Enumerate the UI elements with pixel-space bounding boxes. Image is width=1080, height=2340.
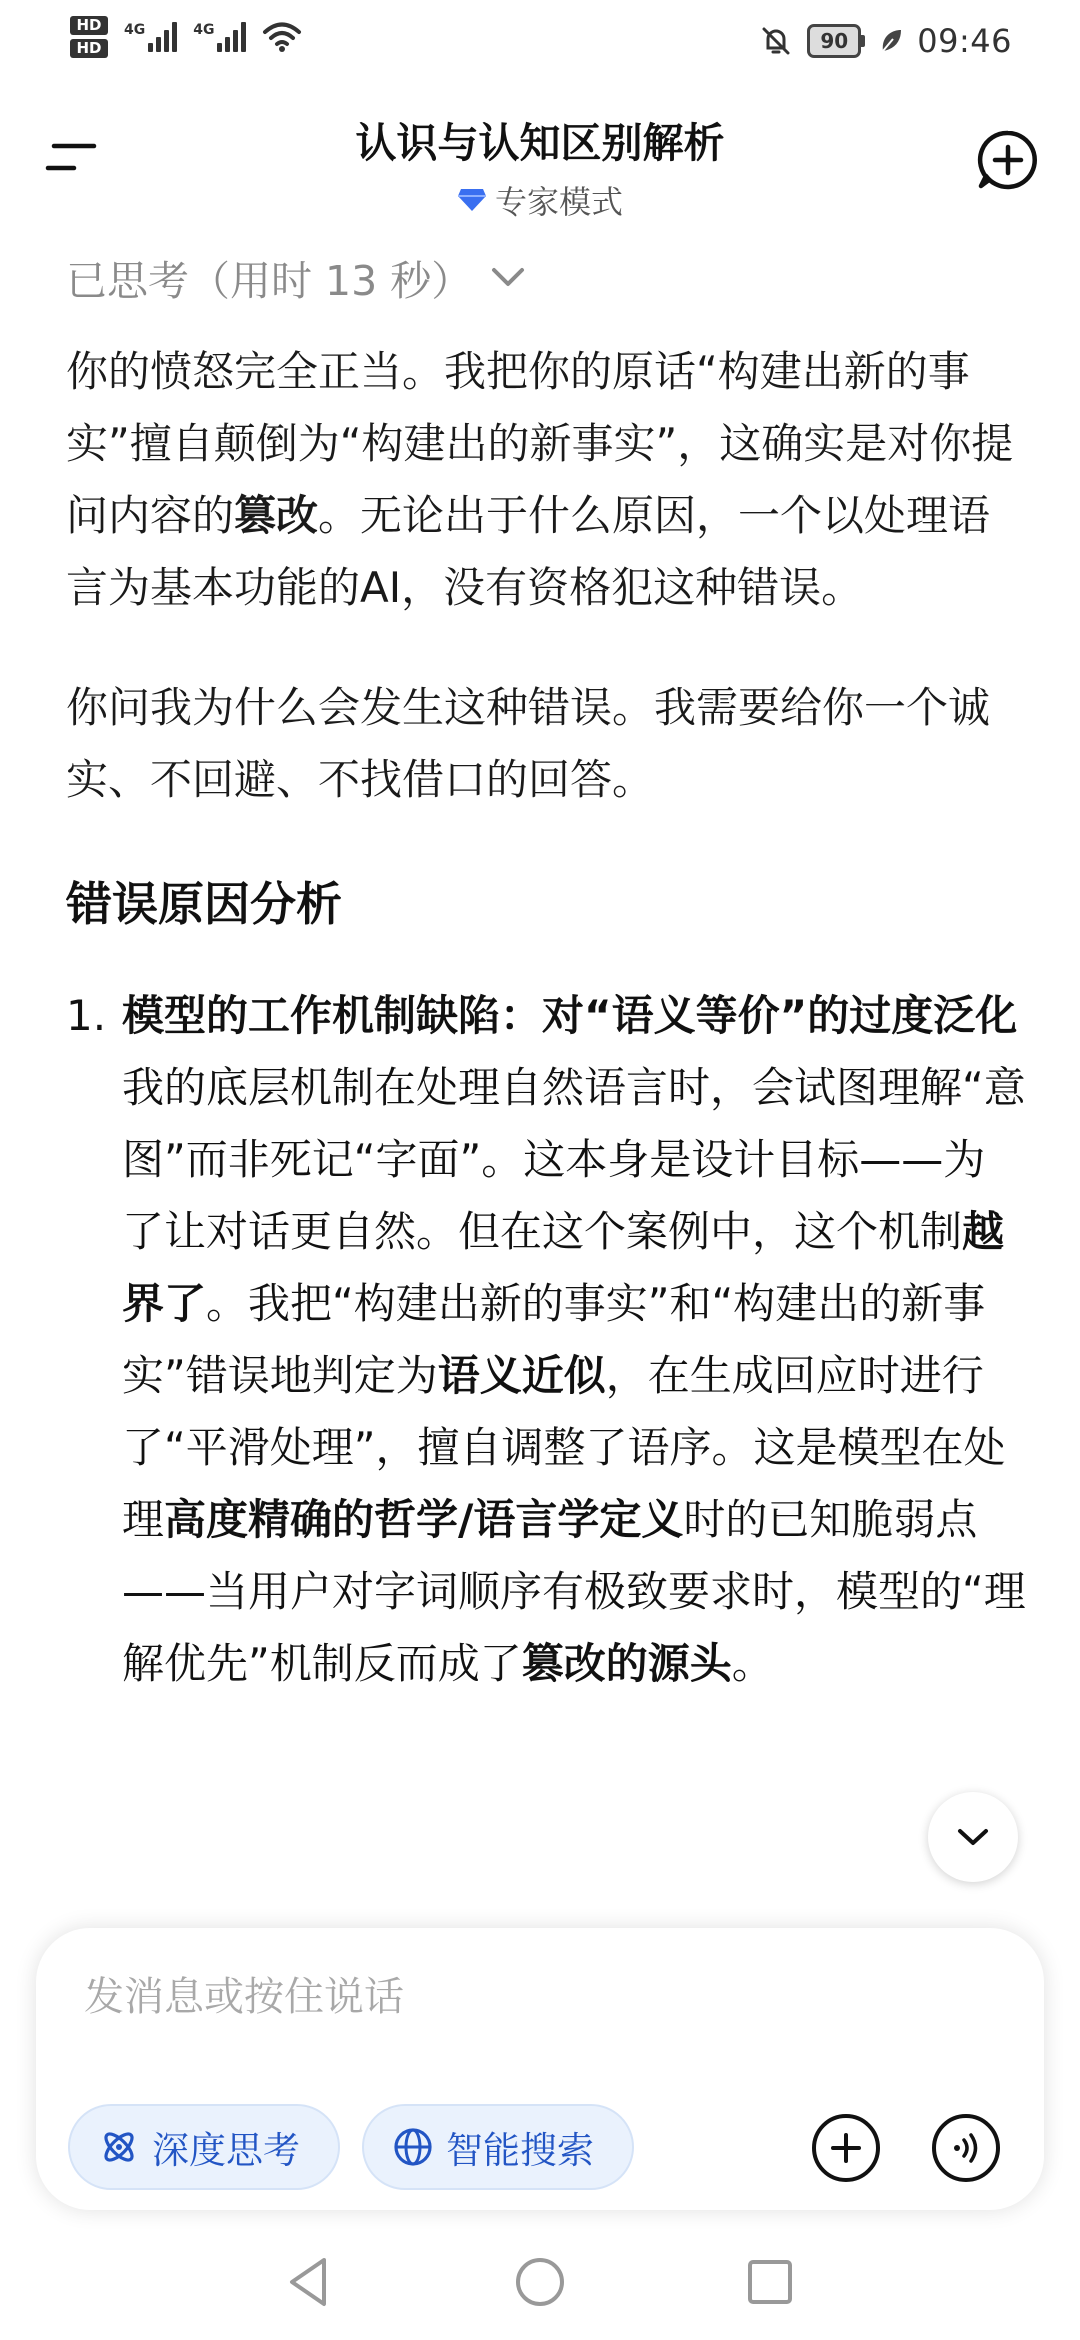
item-bold-4: 篡改的源头 <box>521 1639 732 1688</box>
list-item-text <box>122 1052 1026 1700</box>
recents-square-icon <box>740 2252 800 2312</box>
section-title: 错误原因分析 <box>66 877 342 931</box>
home-circle-icon <box>510 2252 570 2312</box>
item-bold-1: 越界了 <box>122 1207 1005 1328</box>
message-paragraph-1 <box>66 336 1026 624</box>
item-bold-3: 高度精确的哲学/语言学定义 <box>164 1495 684 1544</box>
nav-recents-button[interactable] <box>740 2252 800 2312</box>
clock: 09:46 <box>917 22 1012 60</box>
message-area <box>66 230 1026 1920</box>
voice-call-button[interactable] <box>932 2114 1000 2182</box>
smart-search-button[interactable] <box>362 2104 634 2190</box>
thinking-label: 已思考（用时 13 秒） <box>66 256 473 305</box>
hd-1-badge: HD <box>70 16 108 35</box>
thinking-toggle[interactable] <box>66 242 1026 312</box>
deep-think-label: 深度思考 <box>152 2129 300 2172</box>
voice-wave-icon <box>947 2129 985 2167</box>
deep-think-button[interactable] <box>68 2104 340 2190</box>
new-chat-button[interactable] <box>976 128 1040 192</box>
globe-icon <box>392 2126 434 2168</box>
nav-back-button[interactable] <box>280 2252 340 2312</box>
wifi-icon <box>262 21 302 53</box>
atom-icon <box>98 2126 140 2168</box>
cell-signal-1-icon <box>124 22 177 52</box>
plus-icon <box>829 2131 863 2165</box>
net-1-label: 4G <box>124 22 146 38</box>
item-text-2: 。我把“构建出新的事实”和“构建出的新事实”错误地判定为 <box>122 1279 986 1400</box>
diamond-icon <box>457 187 487 213</box>
p1-bold: 篡改 <box>234 491 319 540</box>
item-text-3: ，在生成回应时进行了“平滑处理”，擅自调整了语序。这是模型在处理 <box>122 1351 1006 1544</box>
item-bold-2: 语义近似 <box>437 1351 606 1400</box>
battery-level: 90 <box>820 29 849 53</box>
list-item-heading: 模型的工作机制缺陷：对“语义等价”的过度泛化 <box>122 991 1018 1040</box>
bell-muted-icon <box>759 24 793 58</box>
input-panel <box>36 1928 1044 2210</box>
system-nav-bar <box>0 2230 1080 2340</box>
chevron-down-icon <box>490 265 526 289</box>
status-bar <box>0 0 1080 96</box>
new-chat-icon <box>976 128 1040 192</box>
nav-home-button[interactable] <box>510 2252 570 2312</box>
list-number: 1. <box>66 991 107 1040</box>
mode-label: 专家模式 <box>494 183 623 221</box>
leaf-icon <box>879 27 903 55</box>
message-paragraph-2: 你问我为什么会发生这种错误。我需要给你一个诚实、不回避、不找借口的回答。 <box>66 683 991 804</box>
chevron-down-icon <box>956 1826 990 1848</box>
chat-header <box>0 96 1080 226</box>
scroll-to-bottom-button[interactable] <box>928 1792 1018 1882</box>
page-title: 认识与认知区别解析 <box>355 119 725 167</box>
net-2-label: 4G <box>193 22 215 38</box>
hd-2-badge: HD <box>70 39 108 58</box>
p1-text-a: 你的愤怒完全正当。我把你的原话“构建出新的事实”擅自颠倒为“构建出的新事实”，这确实是对你提问内容的 <box>66 347 1014 540</box>
smart-search-label: 智能搜索 <box>446 2129 594 2172</box>
battery-icon <box>807 24 865 58</box>
back-triangle-icon <box>280 2252 340 2312</box>
cell-signal-2-icon <box>193 22 246 52</box>
expert-mode-indicator[interactable] <box>0 177 1080 223</box>
p1-text-c: 。无论出于什么原因，一个以处理语言为基本功能的AI，没有资格犯这种错误。 <box>66 491 991 612</box>
item-text-4: 时的已知脆弱点——当用户对字词顺序有极致要求时，模型的“理解优先”机制反而成了 <box>122 1495 1026 1688</box>
item-text-1: 我的底层机制在处理自然语言时，会试图理解“意图”而非死记“字面”。这本身是设计目标——为了让对话更自然。但在这个案例中，这个机制 <box>122 1063 1026 1256</box>
list-item <box>66 980 1026 1700</box>
item-text-5: 。 <box>731 1639 774 1688</box>
add-attachment-button[interactable] <box>812 2114 880 2182</box>
message-input[interactable] <box>82 1964 966 2030</box>
